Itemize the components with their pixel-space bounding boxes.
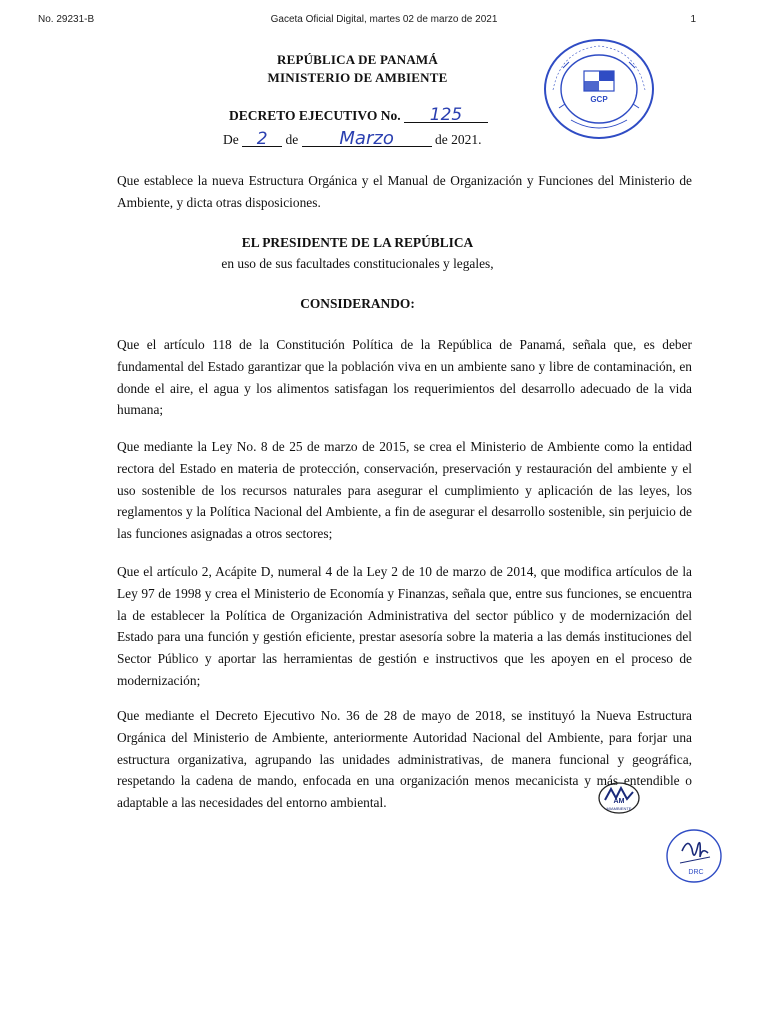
date-month-handwritten: Marzo	[339, 128, 394, 149]
consideration-paragraph: Que mediante el Decreto Ejecutivo No. 36 de 28 de mayo de 2018, se instituyó la Nueva Estructura Orgánica del Ministerio de Ambiente, anteriormente Autoridad Nacional del Ambiente, para forjar una estructura organizativa, agrupando las unidades administrativas, de manera funcional y geográfica, respetando la cadena de mando, enfocada en una organización menos mecanicista y más entendible o adaptable a las necesidades del entorno ambiental.	[117, 708, 692, 811]
date-prefix: De	[223, 132, 239, 147]
decree-number-handwritten: 125	[429, 105, 463, 125]
date-connector: de	[285, 132, 299, 147]
republic-heading: REPÚBLICA DE PANAMÁ	[276, 52, 438, 67]
reviewer-initials-stamp	[664, 827, 724, 885]
date-day-handwritten: 2	[256, 129, 268, 149]
gazette-title: Gaceta Oficial Digital, martes 02 de marzo de 2021	[270, 14, 498, 25]
decree-label: DECRETO EJECUTIVO No.	[229, 108, 401, 123]
svg-text:AM: AM	[613, 798, 625, 805]
svg-text:DRC: DRC	[688, 869, 704, 876]
gazette-issue-number: No. 29231-B	[38, 14, 95, 25]
authority-title: EL PRESIDENTE DE LA REPÚBLICA	[241, 235, 474, 250]
svg-text:GCP: GCP	[590, 95, 608, 104]
authority-powers: en uso de sus facultades constitucionales y legales,	[221, 256, 494, 271]
svg-text:MIAMBIENTE: MIAMBIENTE	[606, 806, 632, 811]
consideration-paragraph: Que el artículo 2, Acápite D, numeral 4 de la Ley 2 de 10 de marzo de 2014, que modifica artículos de la Ley 97 de 1998 y crea el Ministerio de Economía y Finanzas, señala que, entre sus funciones, se encuentra la de establecer la Política de Organización Administrativa del sector público y de modernización del Estado para una función y gestión eficiente, prestar asesoría sobre la materia a las demás instituciones del Sector Público y aportar las herramientas de gestión e instructivos que les apoyen en el proceso de modernización;	[117, 564, 692, 688]
decree-number-line	[229, 105, 488, 125]
considering-heading: CONSIDERANDO:	[300, 296, 415, 311]
consideration-paragraph: Que el artículo 118 de la Constitución Política de la República de Panamá, señala que, es deber fundamental del Estado garantizar que la población viva en un ambiente sano y libre de contaminación, en donde el aire, el agua y los alimentos satisfagan los requerimientos del desarrollo adecuado de la vida humana;	[117, 337, 692, 418]
presidency-registered-seal	[543, 38, 655, 140]
decree-summary: Que establece la nueva Estructura Orgánica y el Manual de Organización y Funciones del Ministerio de Ambiente, y dicta otras disposiciones.	[117, 173, 692, 210]
ministry-heading: MINISTERIO DE AMBIENTE	[267, 70, 448, 85]
ministry-initials-stamp	[597, 780, 641, 816]
decree-date-line	[223, 128, 482, 149]
date-year: de 2021.	[435, 132, 482, 147]
consideration-paragraph: Que mediante la Ley No. 8 de 25 de marzo de 2015, se crea el Ministerio de Ambiente como la entidad rectora del Estado en materia de protección, conservación, preservación y restauración del ambiente y el uso sostenible de los recursos naturales para asegurar el cumplimiento y aplicación de las leyes, los reglamentos y la Política Nacional del Ambiente, a fin de asegurar el desarrollo sostenible, sin perjuicio de las funciones asignadas a otros sectores;	[117, 439, 692, 542]
page-number: 1	[690, 14, 696, 25]
